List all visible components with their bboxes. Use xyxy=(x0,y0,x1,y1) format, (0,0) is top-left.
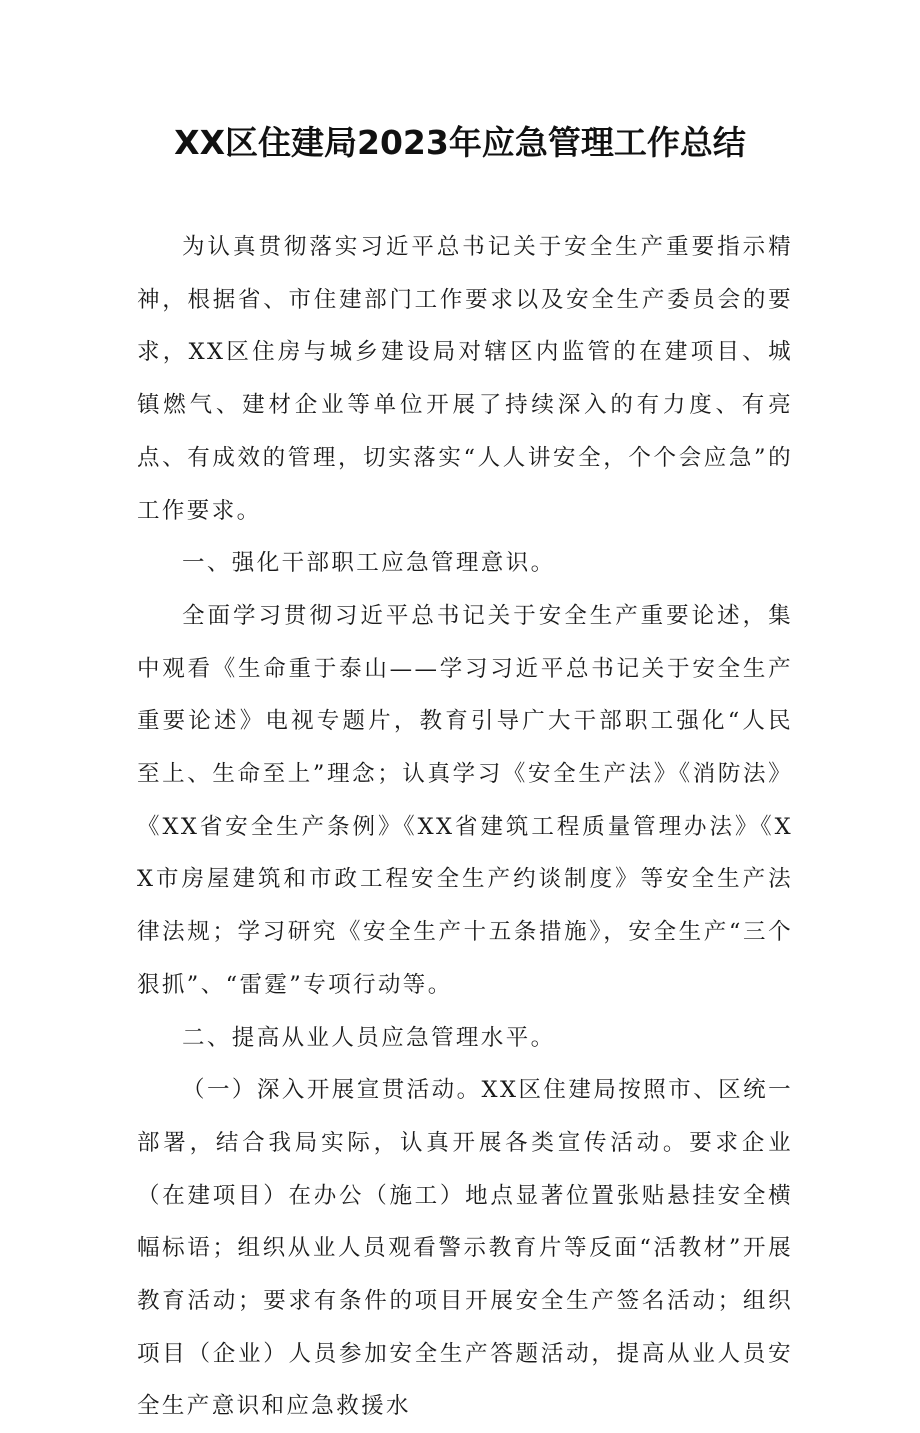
section-1-paragraph: 全面学习贯彻习近平总书记关于安全生产重要论述，集中观看《生命重于泰山——学习习近平总书记关于安全生产重要论述》电视专题片，教育引导广大干部职工强化“人民至上、生命至上”理念；认真学习《安全生产法》《消防法》《XX省安全生产条例》《XX省建筑工程质量管理办法》《XX市房屋建筑和市政工程安全生产约谈制度》等安全生产法律法规；学习研究《安全生产十五条措施》，安全生产“三个狠抓”、“雷霆”专项行动等。 xyxy=(137,602,793,998)
document-body xyxy=(137,221,793,1433)
page-title: XX区住建局2023年应急管理工作总结 xyxy=(174,123,746,162)
section-2-paragraph-1: （一）深入开展宣贯活动。XX区住建局按照市、区统一部署，结合我局实际，认真开展各类宣传活动。要求企业（在建项目）在办公（施工）地点显著位置张贴悬挂安全横幅标语；组织从业人员观看警示教育片等反面“活教材”开展教育活动；要求有条件的项目开展安全生产签名活动；组织项目（企业）人员参加安全生产答题活动，提高从业人员安全生产意识和应急救援水 xyxy=(137,1077,793,1420)
intro-paragraph: 为认真贯彻落实习近平总书记关于安全生产重要指示精神，根据省、市住建部门工作要求以及安全生产委员会的要求，XX区住房与城乡建设局对辖区内监管的在建项目、城镇燃气、建材企业等单位开展了持续深入的有力度、有亮点、有成效的管理，切实落实“人人讲安全，个个会应急”的工作要求。 xyxy=(137,234,793,524)
section-heading-2: 二、提高从业人员应急管理水平。 xyxy=(182,1024,556,1051)
section-heading-1: 一、强化干部职工应急管理意识。 xyxy=(182,550,556,577)
